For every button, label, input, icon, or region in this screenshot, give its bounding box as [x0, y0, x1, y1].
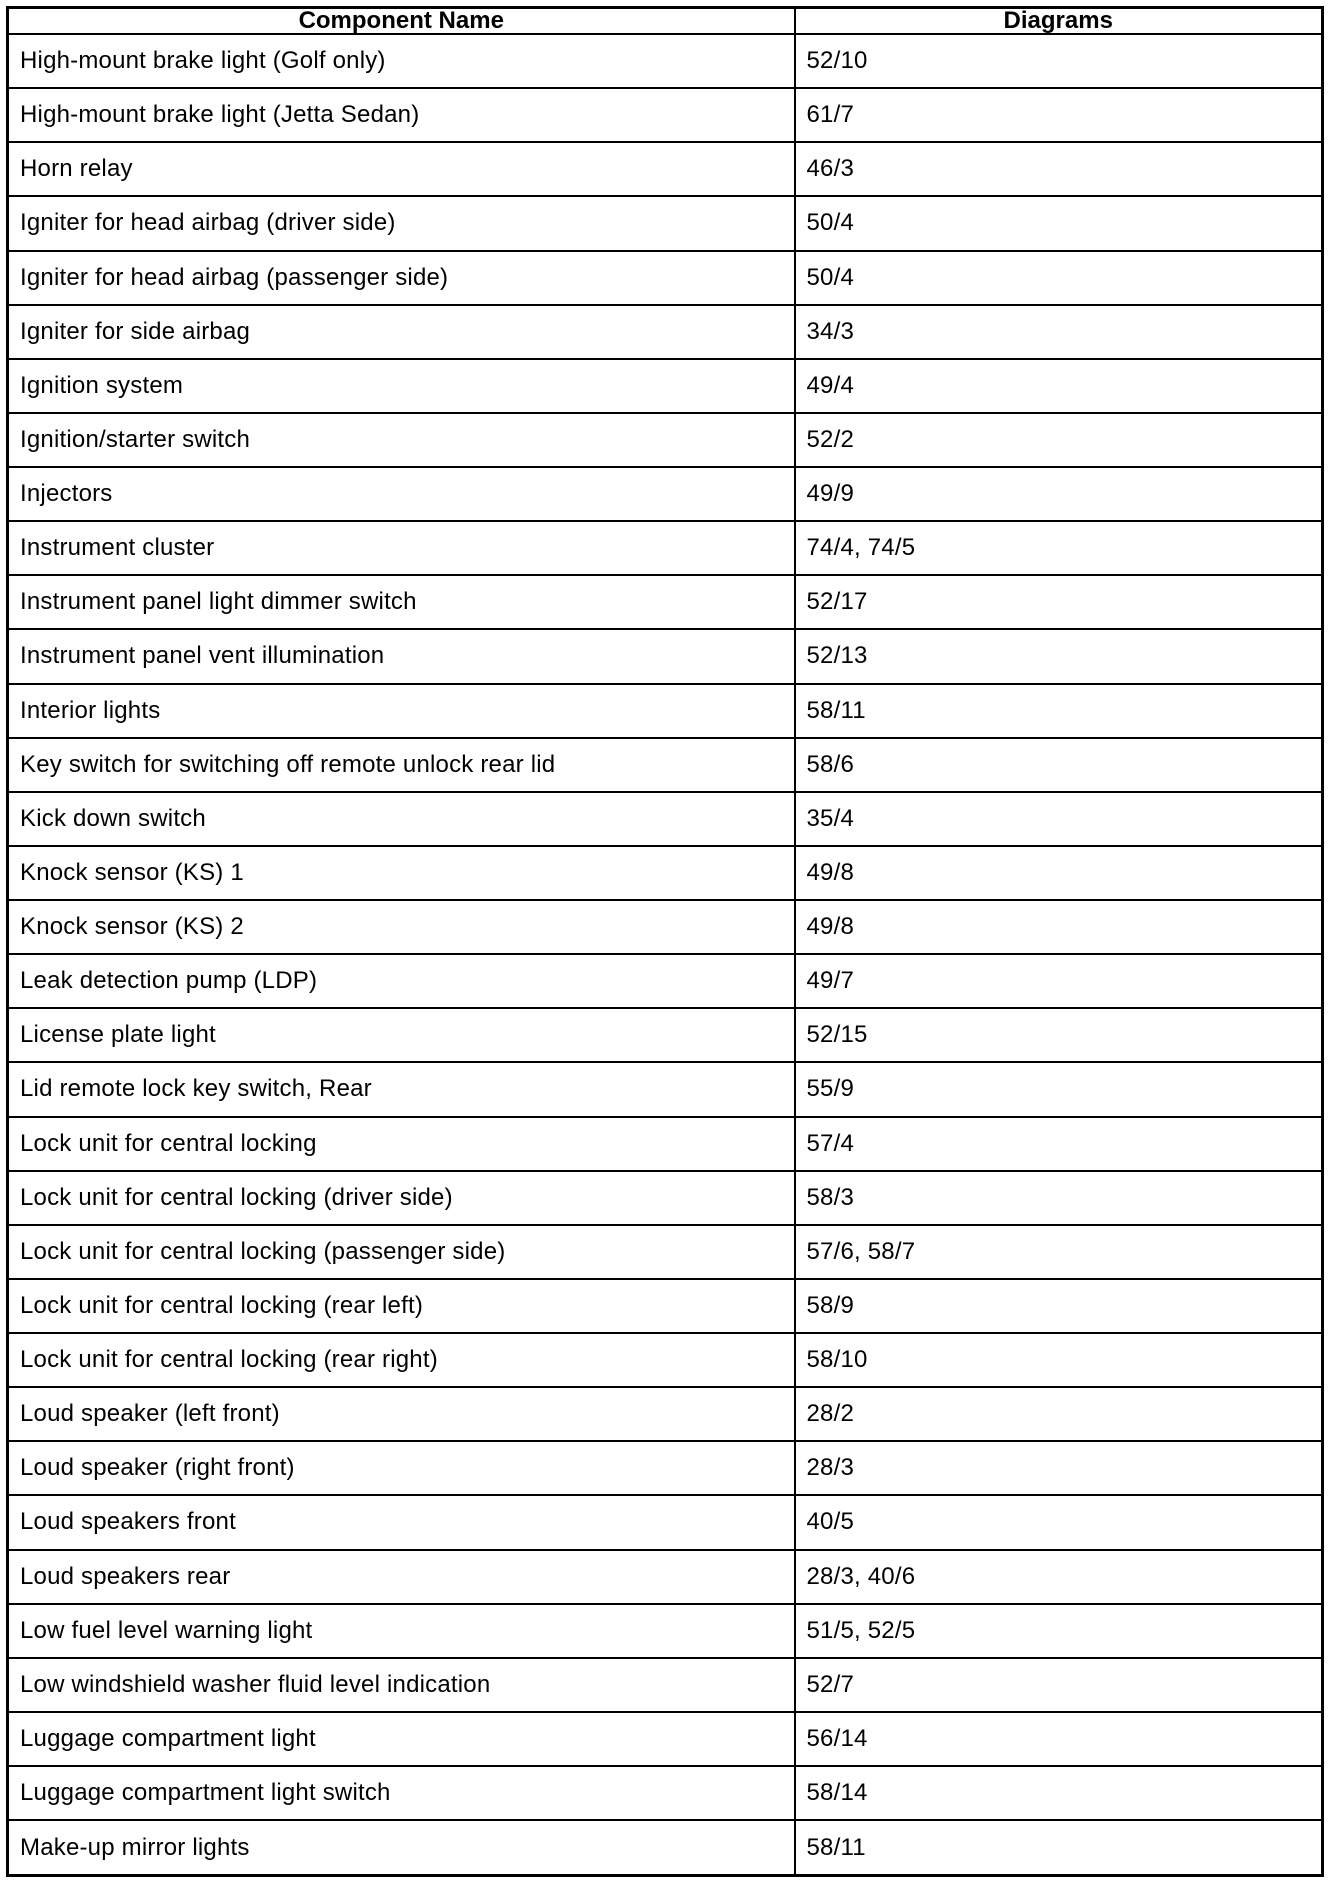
- component-name-cell: Instrument cluster: [8, 521, 795, 575]
- diagrams-cell: 52/7: [795, 1658, 1323, 1712]
- component-table-container: [6, 6, 1321, 1877]
- table-row: [8, 575, 1323, 629]
- table-row: [8, 1658, 1323, 1712]
- table-row: [8, 142, 1323, 196]
- component-name-cell: Igniter for head airbag (driver side): [8, 196, 795, 250]
- table-row: [8, 251, 1323, 305]
- table-row: [8, 1387, 1323, 1441]
- component-name-cell: Igniter for side airbag: [8, 305, 795, 359]
- component-name-cell: Lock unit for central locking: [8, 1117, 795, 1171]
- table-row: [8, 684, 1323, 738]
- header-component-name: Component Name: [8, 8, 795, 35]
- diagrams-cell: 57/4: [795, 1117, 1323, 1171]
- diagrams-cell: 55/9: [795, 1062, 1323, 1116]
- table-row: [8, 1008, 1323, 1062]
- component-name-cell: Luggage compartment light switch: [8, 1766, 795, 1820]
- component-name-cell: Interior lights: [8, 684, 795, 738]
- diagrams-cell: 58/3: [795, 1171, 1323, 1225]
- diagrams-cell: 52/13: [795, 629, 1323, 683]
- diagrams-cell: 28/3: [795, 1441, 1323, 1495]
- component-name-cell: Ignition system: [8, 359, 795, 413]
- component-name-cell: Lock unit for central locking (passenger side): [8, 1225, 795, 1279]
- table-row: [8, 88, 1323, 142]
- component-name-cell: High-mount brake light (Golf only): [8, 34, 795, 88]
- diagrams-cell: 28/2: [795, 1387, 1323, 1441]
- table-row: [8, 1062, 1323, 1116]
- table-row: [8, 1171, 1323, 1225]
- table-row: [8, 1225, 1323, 1279]
- diagrams-cell: 57/6, 58/7: [795, 1225, 1323, 1279]
- diagrams-cell: 61/7: [795, 88, 1323, 142]
- component-diagram-table: [6, 6, 1324, 1877]
- component-name-cell: Low fuel level warning light: [8, 1604, 795, 1658]
- component-name-cell: Lock unit for central locking (driver side): [8, 1171, 795, 1225]
- table-row: [8, 1117, 1323, 1171]
- diagrams-cell: 58/14: [795, 1766, 1323, 1820]
- diagrams-cell: 49/8: [795, 846, 1323, 900]
- component-name-cell: Ignition/starter switch: [8, 413, 795, 467]
- component-name-cell: Loud speaker (right front): [8, 1441, 795, 1495]
- component-name-cell: Kick down switch: [8, 792, 795, 846]
- diagrams-cell: 58/9: [795, 1279, 1323, 1333]
- component-name-cell: License plate light: [8, 1008, 795, 1062]
- diagrams-cell: 58/11: [795, 1820, 1323, 1875]
- diagrams-cell: 52/17: [795, 575, 1323, 629]
- component-name-cell: High-mount brake light (Jetta Sedan): [8, 88, 795, 142]
- diagrams-cell: 49/9: [795, 467, 1323, 521]
- component-name-cell: Horn relay: [8, 142, 795, 196]
- table-row: [8, 738, 1323, 792]
- table-header-row: [8, 8, 1323, 35]
- table-row: [8, 846, 1323, 900]
- diagrams-cell: 50/4: [795, 196, 1323, 250]
- diagrams-cell: 58/6: [795, 738, 1323, 792]
- table-row: [8, 467, 1323, 521]
- table-row: [8, 1604, 1323, 1658]
- table-row: [8, 1441, 1323, 1495]
- component-name-cell: Make-up mirror lights: [8, 1820, 795, 1875]
- diagrams-cell: 49/8: [795, 900, 1323, 954]
- component-name-cell: Knock sensor (KS) 1: [8, 846, 795, 900]
- table-body: [8, 34, 1323, 1876]
- component-name-cell: Instrument panel light dimmer switch: [8, 575, 795, 629]
- table-row: [8, 792, 1323, 846]
- component-name-cell: Lid remote lock key switch, Rear: [8, 1062, 795, 1116]
- diagrams-cell: 35/4: [795, 792, 1323, 846]
- table-row: [8, 359, 1323, 413]
- diagrams-cell: 34/3: [795, 305, 1323, 359]
- diagrams-cell: 58/11: [795, 684, 1323, 738]
- diagrams-cell: 46/3: [795, 142, 1323, 196]
- header-diagrams: Diagrams: [795, 8, 1323, 35]
- component-name-cell: Key switch for switching off remote unlock rear lid: [8, 738, 795, 792]
- component-name-cell: Loud speakers rear: [8, 1550, 795, 1604]
- component-name-cell: Instrument panel vent illumination: [8, 629, 795, 683]
- component-name-cell: Loud speakers front: [8, 1495, 795, 1549]
- component-name-cell: Low windshield washer fluid level indication: [8, 1658, 795, 1712]
- table-row: [8, 1333, 1323, 1387]
- component-name-cell: Loud speaker (left front): [8, 1387, 795, 1441]
- diagrams-cell: 58/10: [795, 1333, 1323, 1387]
- table-row: [8, 900, 1323, 954]
- table-row: [8, 954, 1323, 1008]
- diagrams-cell: 40/5: [795, 1495, 1323, 1549]
- component-name-cell: Knock sensor (KS) 2: [8, 900, 795, 954]
- table-row: [8, 305, 1323, 359]
- component-name-cell: Lock unit for central locking (rear right): [8, 1333, 795, 1387]
- table-row: [8, 1820, 1323, 1875]
- table-row: [8, 521, 1323, 575]
- diagrams-cell: 28/3, 40/6: [795, 1550, 1323, 1604]
- table-row: [8, 1550, 1323, 1604]
- diagrams-cell: 50/4: [795, 251, 1323, 305]
- table-row: [8, 34, 1323, 88]
- table-row: [8, 1279, 1323, 1333]
- component-name-cell: Injectors: [8, 467, 795, 521]
- diagrams-cell: 52/15: [795, 1008, 1323, 1062]
- table-row: [8, 1495, 1323, 1549]
- diagrams-cell: 51/5, 52/5: [795, 1604, 1323, 1658]
- table-row: [8, 1712, 1323, 1766]
- table-row: [8, 629, 1323, 683]
- component-name-cell: Luggage compartment light: [8, 1712, 795, 1766]
- diagrams-cell: 49/7: [795, 954, 1323, 1008]
- diagrams-cell: 52/10: [795, 34, 1323, 88]
- table-row: [8, 1766, 1323, 1820]
- component-name-cell: Igniter for head airbag (passenger side): [8, 251, 795, 305]
- diagrams-cell: 49/4: [795, 359, 1323, 413]
- component-name-cell: Lock unit for central locking (rear left): [8, 1279, 795, 1333]
- component-name-cell: Leak detection pump (LDP): [8, 954, 795, 1008]
- table-row: [8, 196, 1323, 250]
- diagrams-cell: 52/2: [795, 413, 1323, 467]
- diagrams-cell: 74/4, 74/5: [795, 521, 1323, 575]
- table-row: [8, 413, 1323, 467]
- diagrams-cell: 56/14: [795, 1712, 1323, 1766]
